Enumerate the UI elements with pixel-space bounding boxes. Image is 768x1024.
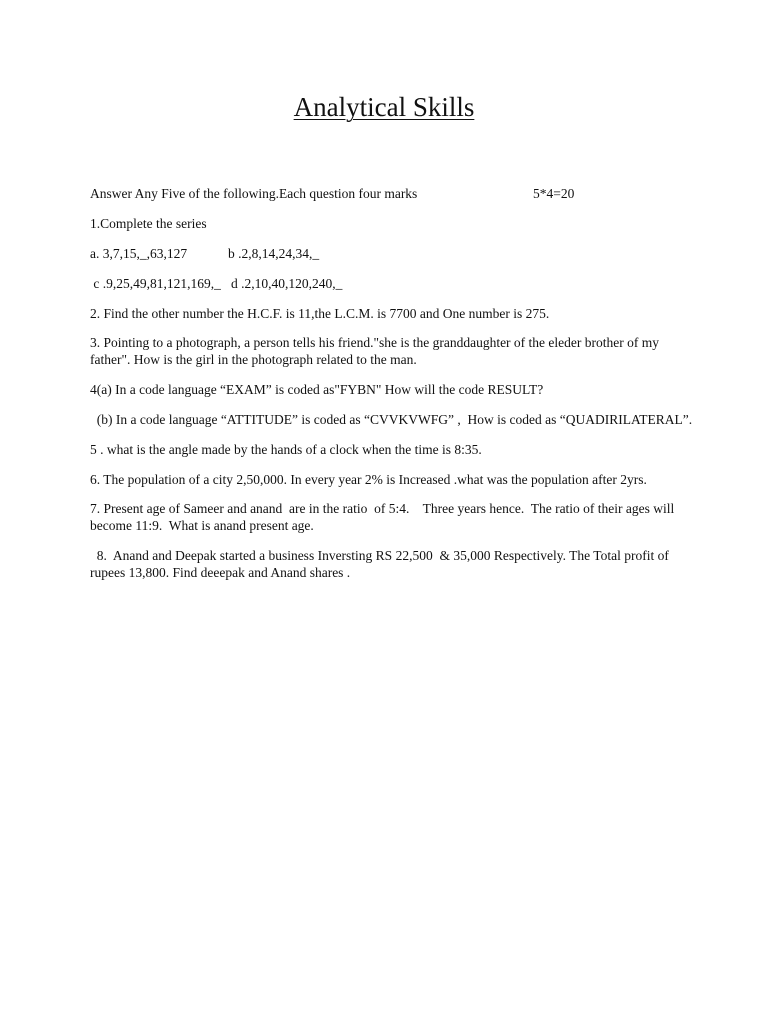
question-4b: (b) In a code language “ATTITUDE” is coded as “CVVKVWFG” , How is coded as “QUADIRILATERAL”. [90, 412, 693, 427]
series-b: b .2,8,14,24,34,_ [228, 246, 320, 261]
question-3: 3. Pointing to a photograph, a person tells his friend."she is the granddaughter of the eleder brother of my father". How is the girl in the photograph related to the man. [90, 335, 659, 367]
series-a: a. 3,7,15,_,63,127 [90, 246, 188, 261]
question-6: 6. The population of a city 2,50,000. In every year 2% is Increased .what was the population after 2yrs. [90, 472, 647, 487]
series-c: c .9,25,49,81,121,169,_ [90, 276, 221, 291]
question-8: 8. Anand and Deepak started a business Inversting RS 22,500 & 35,000 Respectively. The Total profit of rupees 13,800. Find deeepak and Anand shares . [90, 548, 673, 580]
question-4a: 4(a) In a code language “EXAM” is coded as"FYBN" How will the code RESULT? [90, 382, 544, 397]
question-2: 2. Find the other number the H.C.F. is 11,the L.C.M. is 7700 and One number is 275. [90, 306, 550, 321]
title-text: Analytical Skills [293, 92, 475, 122]
question-1-heading: 1.Complete the series [90, 216, 207, 231]
question-7: 7. Present age of Sameer and anand are in the ratio of 5:4. Three years hence. The ratio of their ages will become 11:9. What is anand present age. [90, 501, 678, 533]
question-5: 5 . what is the angle made by the hands of a clock when the time is 8:35. [90, 442, 482, 457]
series-d: d .2,10,40,120,240,_ [231, 276, 343, 291]
marks-text: 5*4=20 [533, 186, 575, 201]
instructions-text: Answer Any Five of the following.Each question four marks [90, 186, 418, 201]
document-title [0, 90, 768, 124]
